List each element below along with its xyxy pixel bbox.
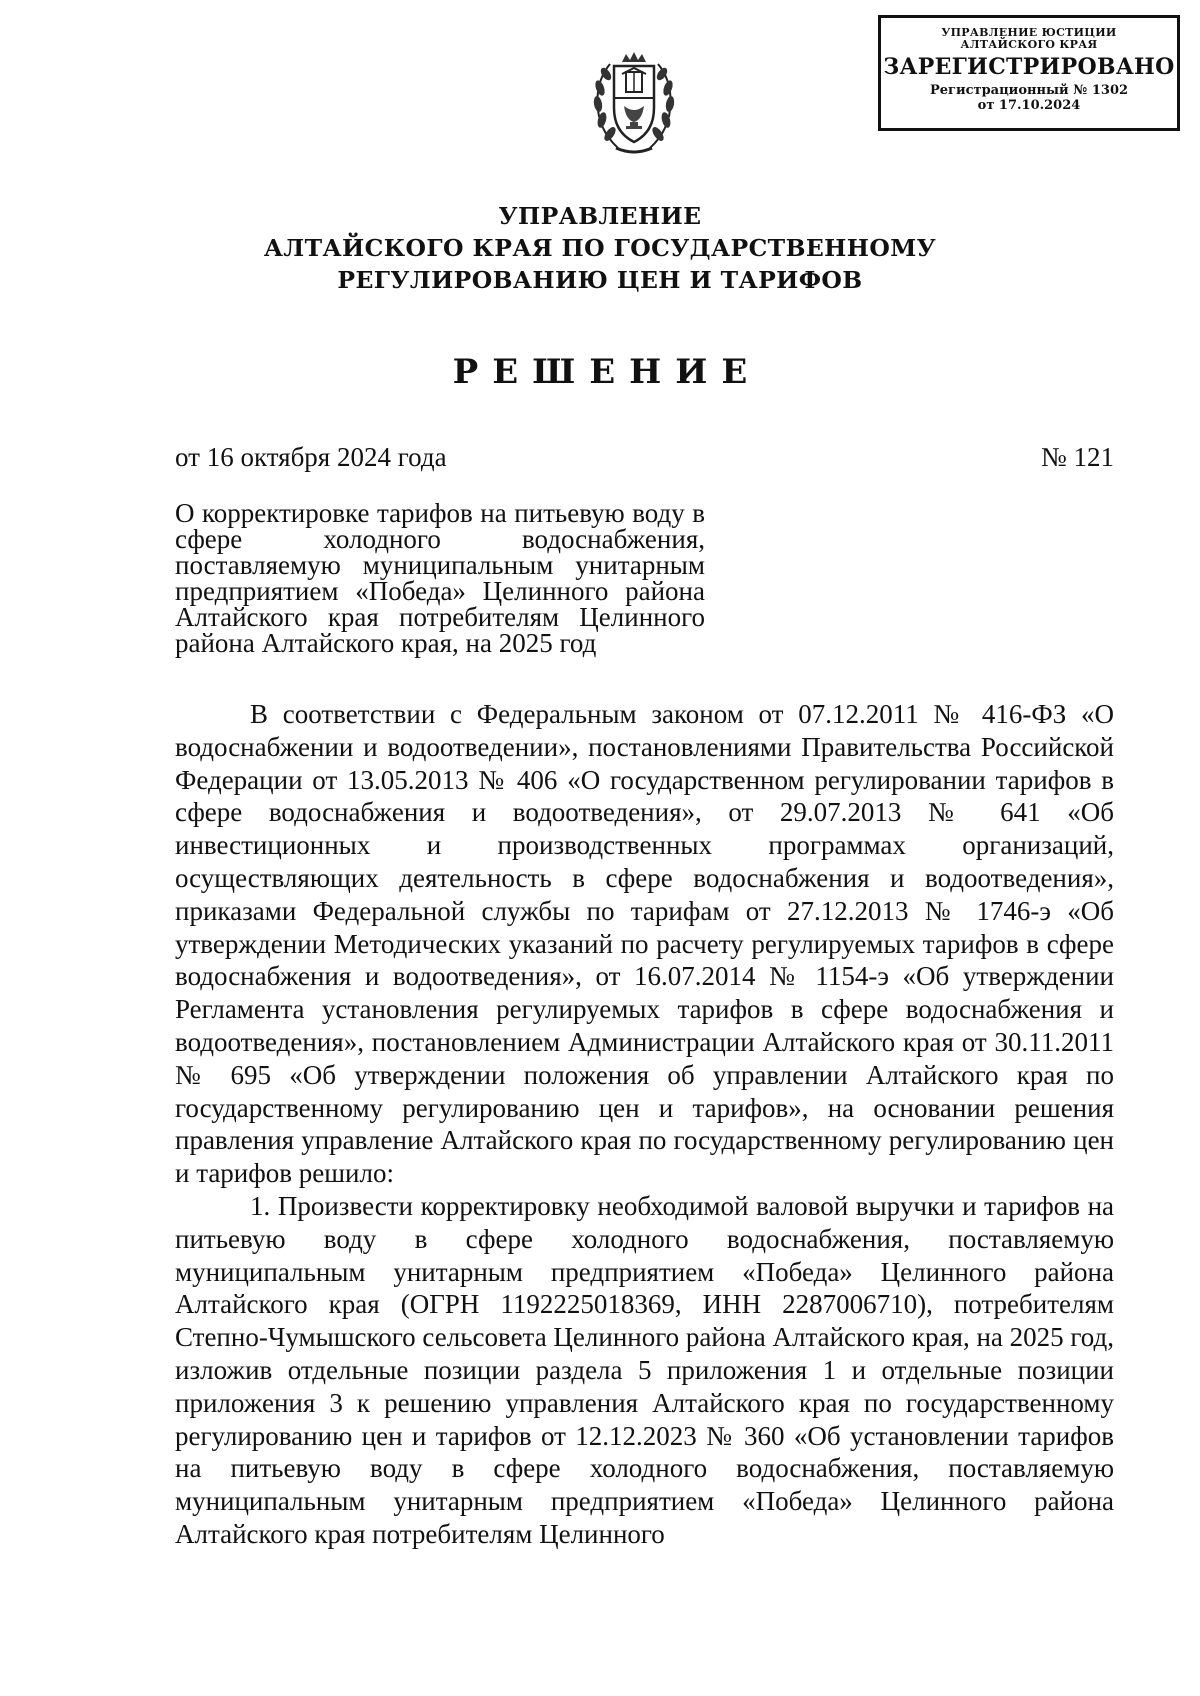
altai-krai-coat-of-arms-icon [588,48,680,158]
authority-line3: РЕГУЛИРОВАНИЮ ЦЕН И ТАРИФОВ [337,266,863,294]
stamp-org-line2: АЛТАЙСКОГО КРАЯ [960,37,1098,51]
document-body [175,698,1114,1551]
document-subject: О корректировке тарифов на питьевую воду в сфере холодного водоснабжения, поставляемую муниципальным унитарным предприятием «Победа» Целинного района Алтайского края потребителям Целинного района Алтайского края, на 2025 год [175,498,705,658]
stamp-status: ЗАРЕГИСТРИРОВАНО [883,54,1175,81]
item-1-paragraph: 1. Произвести корректировку необходимой валовой выручки и тарифов на питьевую воду в сфере холодного водоснабжения, поставляемую муниципальным унитарным предприятием «Победа» Целинного района Алтайского края (ОГРН 1192225018369, ИНН 2287006710), потребителям Степно-Чумышского сельсовета Целинного района Алтайского края, на 2025 год, изложив отдельные позиции раздела 5 приложения 1 и отдельные позиции приложения 3 к решению управления Алтайского края по государственному регулированию цен и тарифов от 12.12.2023 № 360 «Об установлении тарифов на питьевую воду в сфере холодного водоснабжения, поставляемую муниципальным унитарным предприятием «Победа» Целинного района Алтайского края потребителям Целинного [175,1190,1114,1549]
stamp-reg-number: Регистрационный № 1302 [929,83,1129,99]
document-number: № 121 [1040,442,1114,472]
stamp-reg-date: от 17.10.2024 [977,97,1081,113]
preamble-paragraph: В соответствии с Федеральным законом от 07.12.2011 № 416-ФЗ «О водоснабжении и водоотведении», постановлениями Правительства Российской Федерации от 13.05.2013 № 406 «О государственном регулировании тарифов в сфере водоснабжения и водоотведения», от 29.07.2013 № 641 «Об инвестиционных и производственных программах организаций, осуществляющих деятельность в сфере водоснабжения и водоотведения», приказами Федеральной службы по тарифам от 27.12.2013 № 1746-э «Об утверждении Методических указаний по расчету регулируемых тарифов в сфере водоснабжения и водоотведения», от 16.07.2014 № 1154-э «Об утверждении Регламента установления регулируемых тарифов в сфере водоснабжения и водоотведения», постановлением Администрации Алтайского края от 30.11.2011 № 695 «Об утверждении положения об управлении Алтайского края по государственному регулированию цен и тарифов», на основании решения правления управление Алтайского края по государственному регулированию цен и тарифов решило: [175,699,1114,1189]
registration-stamp [878,15,1180,131]
stamp-org-line1: УПРАВЛЕНИЕ ЮСТИЦИИ [941,26,1117,39]
issuing-authority [0,200,1200,296]
authority-line1: УПРАВЛЕНИЕ [498,202,702,230]
authority-line2: АЛТАЙСКОГО КРАЯ ПО ГОСУДАРСТВЕННОМУ [263,234,937,262]
document-date: от 16 октября 2024 года [175,442,447,472]
document-title: РЕШЕНИЕ [452,352,762,392]
